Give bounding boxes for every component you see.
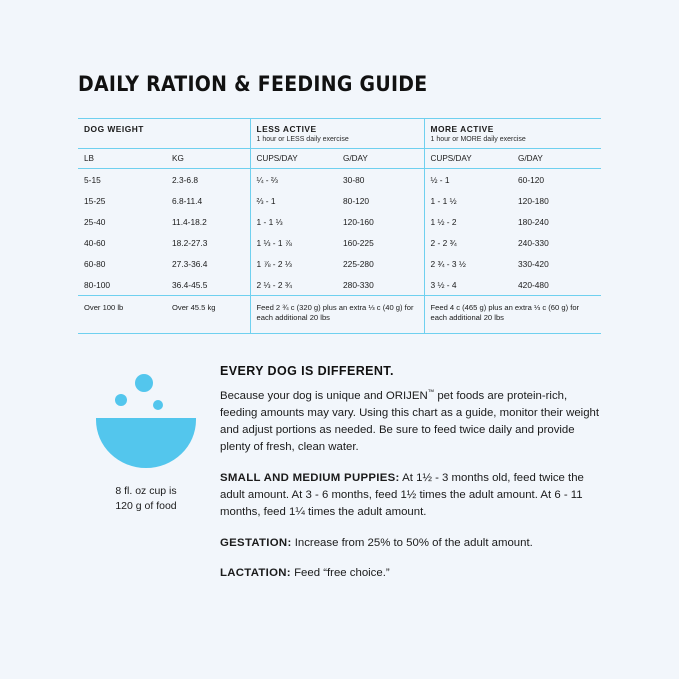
cell-lb: 25-40 [84,216,106,227]
cell-g-less: 80-120 [343,195,370,206]
cell-cups-less: 2 ⅓ - 2 ¾ [250,274,337,296]
cell-kg: 11.4-18.2 [172,216,207,227]
lactation-label: LACTATION: [220,567,291,580]
bowl-shape-icon [96,418,196,468]
cell-kg: 36.4-45.5 [166,274,250,296]
cell-g-less: 225-280 [343,258,374,269]
food-bowl-icon [91,370,201,470]
guide-section [78,364,601,583]
puppies-text: At 1½ - 3 months old, feed twice the adult amount. At 3 - 6 months, feed 1½ times the adult amount. At 6 - 11 months, feed 1¼ times the adult amount. [220,471,584,519]
cell-g-more: 420-480 [512,274,601,296]
page-title: DAILY RATION & FEEDING GUIDE [78,72,428,96]
gestation-text: Increase from 25% to 50% of the adult amount. [291,536,533,549]
guide-intro-part1: Because your dog is unique and ORIJEN [220,389,428,402]
group-header-less-active: LESS ACTIVE 1 hour or LESS daily exercise [250,119,424,149]
column-header-cups-day-more: CUPS/DAY [424,149,512,169]
cell-lb: 60-80 [84,258,106,269]
footer-cell-lb: Over 100 lb [78,296,166,334]
guide-gestation-paragraph [220,535,601,552]
table-row [78,169,601,191]
group-header-dog-weight: DOG WEIGHT [78,119,250,149]
column-header-g-day-less: G/DAY [337,149,424,169]
cell-cups-less: ⅔ - 1 [250,190,337,211]
cell-cups-less: 1 ⅞ - 2 ⅓ [250,253,337,274]
cell-cups-more: 3 ½ - 4 [424,274,512,296]
column-header-g-day-more: G/DAY [512,149,601,169]
cell-lb: 40-60 [84,237,106,248]
table-row [78,274,601,296]
table-row [78,253,601,274]
cup-caption-line2: 120 g of food [115,499,177,512]
cell-cups-more: 2 ¾ - 3 ½ [424,253,512,274]
cell-cups-more: ½ - 1 [424,169,512,191]
cell-cups-less: 1 - 1 ⅓ [250,211,337,232]
cell-g-more: 240-330 [518,237,549,248]
kibble-dot-small-icon [153,400,163,410]
column-header-lb: LB [78,149,166,169]
cell-kg: 18.2-27.3 [172,237,208,248]
guide-heading: EVERY DOG IS DIFFERENT. [220,363,394,378]
cell-g-more: 120-180 [518,195,549,206]
cell-g-less: 160-225 [343,237,374,248]
guide-text-block [214,364,601,583]
lactation-text: Feed “free choice.” [290,567,390,580]
kibble-dot-large-icon [135,374,153,392]
cell-g-less: 120-160 [343,216,374,227]
trademark-symbol: ™ [427,388,435,396]
group-header-more-active: MORE ACTIVE 1 hour or MORE daily exercise [424,119,601,149]
footer-cell-kg: Over 45.5 kg [166,296,250,334]
cell-g-more: 330-420 [518,258,549,269]
cell-g-more: 60-120 [518,174,545,185]
table-row [78,190,601,211]
cell-lb: 5-15 [84,174,101,185]
cell-lb: 15-25 [84,195,106,206]
cell-g-less: 30-80 [343,174,365,185]
cell-cups-more: 1 ½ - 2 [424,211,512,232]
puppies-label: SMALL AND MEDIUM PUPPIES: [220,471,400,484]
cell-cups-less: 1 ⅓ - 1 ⅞ [250,232,337,253]
cell-kg: 6.8-11.4 [172,195,203,206]
cell-g-more: 180-240 [518,216,549,227]
cell-kg: 2.3-6.8 [172,174,199,185]
cell-cups-more: 1 - 1 ½ [424,190,512,211]
column-header-kg: KG [166,149,250,169]
cell-kg: 27.3-36.4 [172,258,208,269]
guide-lactation-paragraph [220,565,601,582]
cell-cups-more: 2 - 2 ¾ [424,232,512,253]
table-row [78,211,601,232]
cell-lb: 80-100 [78,274,166,296]
table-row [78,232,601,253]
cup-caption [78,484,214,514]
daily-ration-table [78,118,601,334]
guide-intro-part2: pet foods are protein-rich, feeding amounts may vary. Using this chart as a guide, monitor their weight and adjust portions as needed. Be sure to feed twice daily and provide plenty of fresh, clean water. [220,389,600,454]
footer-cell-more-active: Feed 4 c (465 g) plus an extra ⅓ c (60 g) for each additional 20 lbs [424,296,601,334]
footer-cell-less-active: Feed 2 ¾ c (320 g) plus an extra ⅓ c (40 g) for each additional 20 lbs [250,296,424,334]
cell-cups-less: ¼ - ⅔ [250,169,337,191]
cell-g-less: 280-330 [337,274,424,296]
cup-measure-block [78,364,214,583]
table-footer-row [78,296,601,334]
table-group-header-row [78,119,601,149]
guide-puppies-paragraph [220,470,601,522]
gestation-label: GESTATION: [220,536,292,549]
table-column-header-row [78,149,601,169]
cup-caption-line1: 8 fl. oz cup is [115,484,177,497]
column-header-cups-day-less: CUPS/DAY [250,149,337,169]
kibble-dot-medium-icon [115,394,127,406]
guide-intro-paragraph [220,388,601,457]
